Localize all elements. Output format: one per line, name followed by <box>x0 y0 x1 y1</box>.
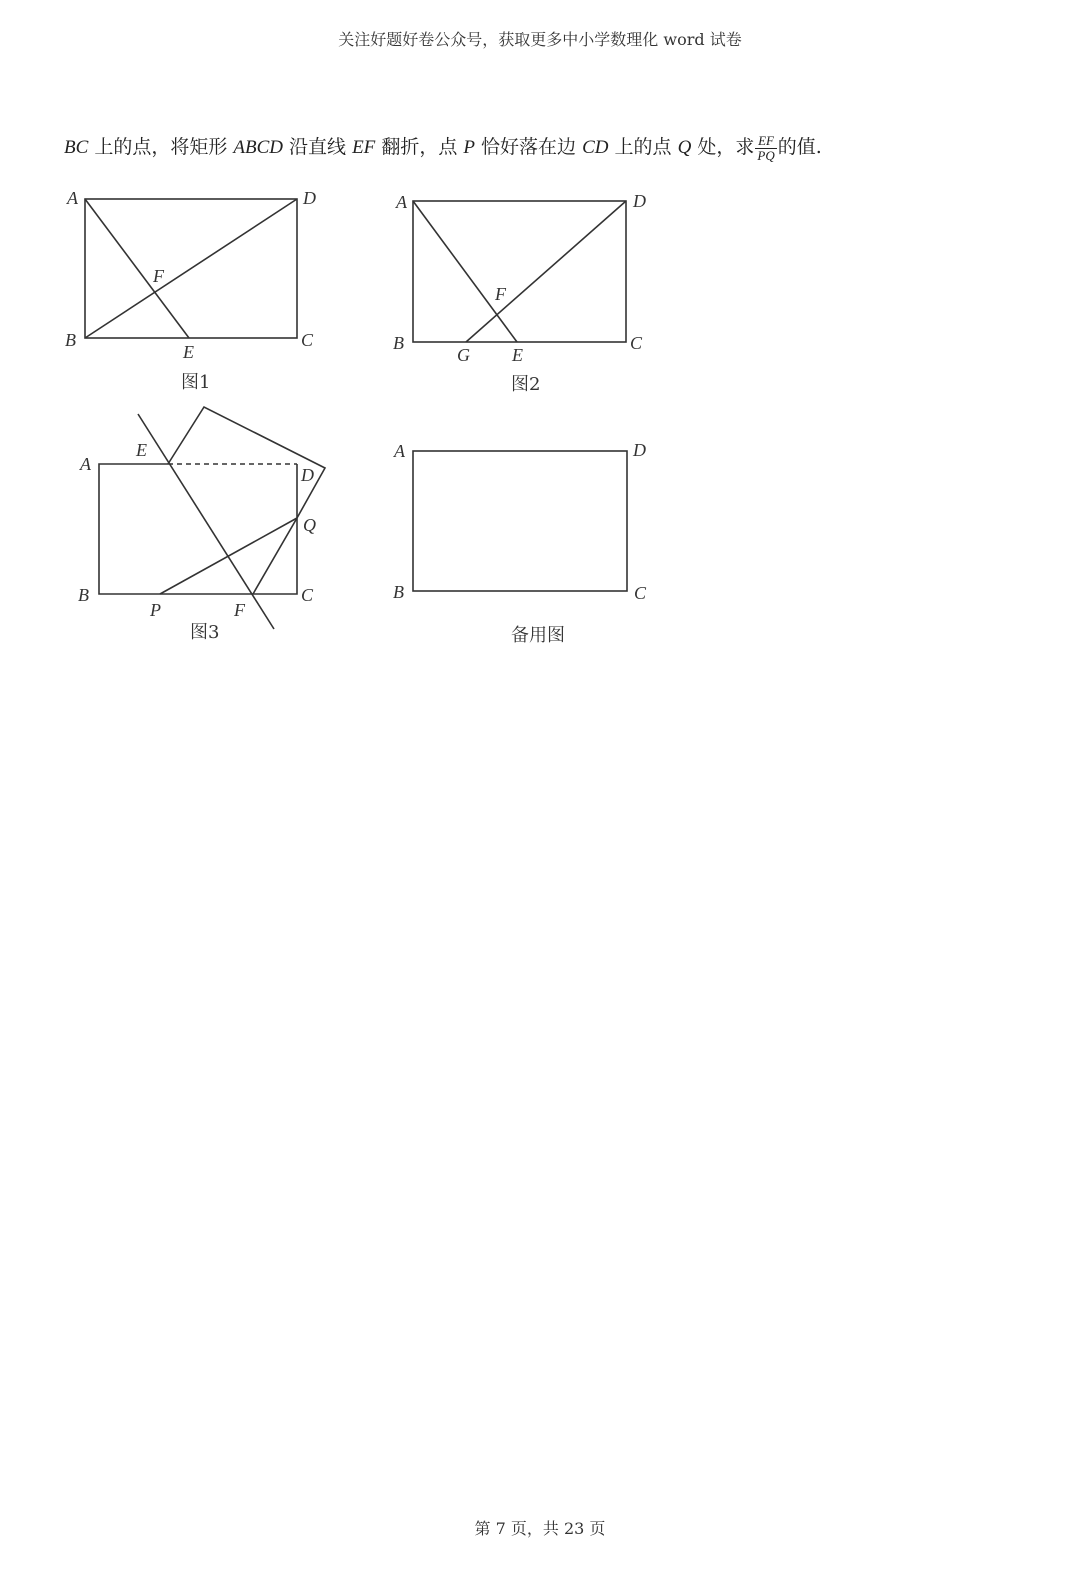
fig3-caption: 图3 <box>190 622 220 643</box>
fig2-line-gd <box>466 201 626 342</box>
fig3-label-a: A <box>80 454 91 474</box>
fig3-fold-line-ef <box>138 414 274 629</box>
fig2-label-f: F <box>495 284 506 304</box>
text-segment: 沿直线 <box>282 136 353 158</box>
fig4-caption: 备用图 <box>511 625 565 646</box>
fig4-label-b: B <box>393 582 404 602</box>
fig3-rectangle-remaining <box>99 464 297 594</box>
fig2-label-b: B <box>393 333 404 353</box>
fig3-label-q: Q <box>303 515 316 535</box>
fig2-label-d: D <box>633 191 646 211</box>
figure-1 <box>85 199 297 338</box>
fig1-label-b: B <box>65 330 76 350</box>
fig1-label-c: C <box>301 330 314 350</box>
figures-svg <box>0 0 1080 700</box>
fig3-label-b: B <box>78 585 89 605</box>
fraction-denominator: PQ <box>757 147 775 163</box>
fig1-caption: 图1 <box>181 372 211 393</box>
fig1-label-d: D <box>303 188 316 208</box>
fig4-rectangle <box>413 451 627 591</box>
fig3-label-c: C <box>301 585 314 605</box>
figure-4 <box>413 451 627 591</box>
segment-bc: BC <box>64 137 89 158</box>
fig2-line-ae <box>413 201 517 342</box>
fig2-label-g: G <box>457 345 470 365</box>
fig2-caption: 图2 <box>511 374 541 395</box>
text-segment: 上的点，将矩形 <box>88 136 234 158</box>
fig1-line-bd <box>85 199 297 338</box>
text-segment: 上的点 <box>608 136 678 158</box>
fig1-label-e: E <box>183 342 194 362</box>
point-p: P <box>463 137 475 158</box>
fig3-label-f: F <box>234 600 245 620</box>
point-q: Q <box>677 137 692 158</box>
fig3-label-p: P <box>150 600 161 620</box>
fraction-numerator: EF <box>755 134 776 149</box>
figure-3 <box>99 407 325 629</box>
fig3-folded-flap <box>168 407 325 594</box>
text-segment: 翻折，点 <box>375 136 464 158</box>
fig2-label-a: A <box>396 192 407 212</box>
fig1-label-f: F <box>153 266 164 286</box>
fig3-label-e: E <box>136 440 147 460</box>
rect-abcd: ABCD <box>233 137 283 158</box>
fig3-line-pq <box>160 518 297 594</box>
page-header: 关注好题好卷公众号，获取更多中小学数理化 word 试卷 <box>338 30 742 49</box>
figure-2 <box>413 201 626 342</box>
fig4-label-a: A <box>394 441 405 461</box>
fig2-label-c: C <box>630 333 643 353</box>
line-ef: EF <box>352 137 376 158</box>
text-segment: 的值. <box>777 136 822 158</box>
fig2-label-e: E <box>512 345 523 365</box>
side-cd: CD <box>582 137 609 158</box>
fig4-label-d: D <box>633 440 646 460</box>
fig1-label-a: A <box>67 188 78 208</box>
fig2-rectangle <box>413 201 626 342</box>
fig3-label-d: D <box>301 465 314 485</box>
fig4-label-c: C <box>634 583 647 603</box>
text-segment: 处，求 <box>691 136 755 158</box>
fig1-line-ae <box>85 199 189 338</box>
text-segment: 恰好落在边 <box>475 136 583 158</box>
page-footer: 第 7 页，共 23 页 <box>474 1519 606 1538</box>
